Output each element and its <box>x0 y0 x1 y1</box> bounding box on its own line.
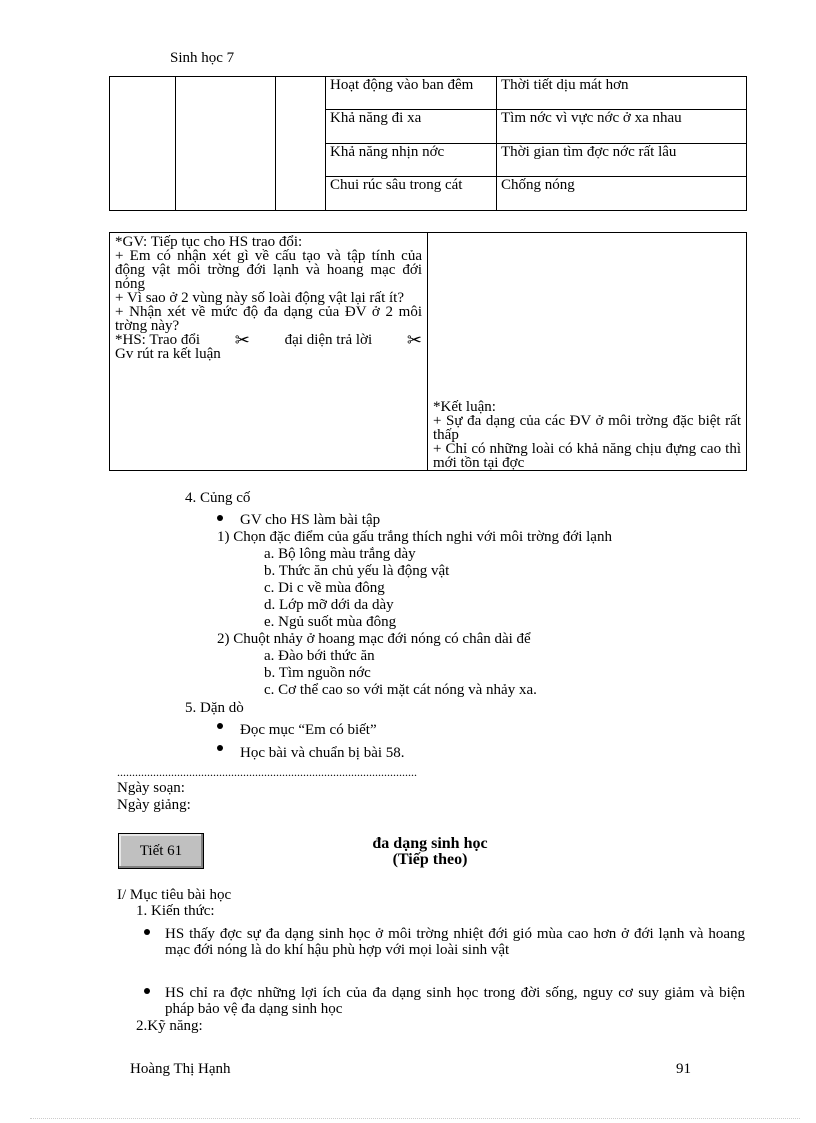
bullet-icon <box>217 745 223 751</box>
q2-option-a: a. Đào bới thức ăn <box>264 648 375 664</box>
question-1: 1) Chọn đặc điểm của gấu trắng thích nghi với môi trờng đới lạnh <box>217 529 612 545</box>
table-row <box>110 77 747 110</box>
activity-table <box>109 232 747 471</box>
conclusion-point-1: + Sự đa dạng của các ĐV ở môi trờng đặc biệt rất thấp <box>433 413 741 443</box>
conclusion-heading: *Kết luận: <box>433 399 496 415</box>
lesson-number-badge: Tiết 61 <box>118 833 204 869</box>
q1-option-a: a. Bộ lông màu trắng dày <box>264 546 416 562</box>
empty-cell <box>176 77 276 211</box>
exercise-instruction: GV cho HS làm bài tập <box>240 512 381 528</box>
empty-cell <box>110 77 176 211</box>
hs-trao-doi: *HS: Trao đổi <box>115 332 201 348</box>
bullet-icon <box>217 515 223 521</box>
reason-cell: Thời tiết dịu mát hơn <box>497 77 747 110</box>
section-5-heading: 5. Dặn dò <box>185 700 244 716</box>
teaching-date: Ngày giảng: <box>117 797 191 813</box>
gv-instruction: *GV: Tiếp tục cho HS trao đổi: <box>115 234 303 250</box>
bullet-icon <box>144 929 150 935</box>
reason-cell: Chống nóng <box>497 177 747 211</box>
feature-cell: Hoạt động vào ban đêm <box>326 77 497 110</box>
q1-option-b: b. Thức ăn chủ yếu là động vật <box>264 563 450 579</box>
lesson-subtitle: (Tiếp theo) <box>392 851 468 868</box>
feature-cell: Chui rúc sâu trong cát <box>326 177 497 211</box>
hs-activity <box>115 330 422 350</box>
conclusion-cell <box>428 233 747 471</box>
reason-cell: Tìm nớc vì vực nớc ở xa nhau <box>497 110 747 144</box>
reason-cell: Thời gian tìm đợc nớc rất lâu <box>497 144 747 177</box>
question-2: 2) Chuột nhảy ở hoang mạc đới nóng có chân dài để <box>217 631 531 647</box>
scissors-icon: ✂ <box>406 330 422 350</box>
conclusion-point-2: + Chỉ có những loài có khả năng chịu đựng cao thì mới tồn tại đợc <box>433 442 741 470</box>
lesson-title <box>300 836 560 868</box>
feature-cell: Khả năng nhịn nớc <box>326 144 497 177</box>
page-number: 91 <box>676 1061 691 1077</box>
q2-option-b: b. Tìm nguồn nớc <box>264 665 371 681</box>
scissors-icon: ✂ <box>234 330 250 350</box>
q1-option-e: e. Ngủ suốt mùa đông <box>264 614 397 630</box>
question-2: + Vì sao ở 2 vùng này số loài động vật lại rất ít? <box>115 290 404 306</box>
bullet-icon <box>217 723 223 729</box>
bullet-icon <box>144 988 150 994</box>
q2-option-c: c. Cơ thể cao so với mặt cát nóng và nhảy xa. <box>264 682 537 698</box>
homework-1: Đọc mục “Em có biết” <box>240 722 377 738</box>
empty-cell <box>276 77 326 211</box>
knowledge-heading: 1. Kiến thức: <box>136 903 215 919</box>
page-header: Sinh học 7 <box>170 50 235 66</box>
hs-tra-loi: đại diện trả lời <box>284 332 373 348</box>
gv-conclusion: Gv rút ra kết luận <box>115 346 221 362</box>
homework-2: Học bài và chuẩn bị bài 58. <box>240 745 405 761</box>
preparation-date: Ngày soạn: <box>117 780 185 796</box>
objective-1: HS thấy đợc sự đa dạng sinh học ở môi trờng nhiệt đới gió mùa cao hơn ở đới lạnh và hoang mạc đới nóng là do khí hậu phù hợp với mọi loài sinh vật <box>165 926 745 958</box>
dotted-separator: .................................................................................................... <box>117 766 417 778</box>
skills-heading: 2.Kỹ năng: <box>136 1018 203 1034</box>
author-name: Hoàng Thị Hạnh <box>130 1061 231 1077</box>
objective-2: HS chỉ ra đợc những lợi ích của đa dạng sinh học trong đời sống, nguy cơ suy giảm và biện pháp bảo vệ đa dạng sinh học <box>165 985 745 1017</box>
q1-option-d: d. Lớp mỡ dới da dày <box>264 597 394 613</box>
question-3: + Nhận xét về mức độ đa dạng của ĐV ở 2 môi trờng này? <box>115 304 422 334</box>
adaptation-table <box>109 76 747 211</box>
table-row <box>110 233 747 471</box>
objectives-heading: I/ Mục tiêu bài học <box>117 887 232 903</box>
lesson-title-main: đa dạng sinh học <box>372 835 488 852</box>
question-1: + Em có nhận xét gì về cấu tạo và tập tính của động vật môi trờng đới lạnh và hoang mạc đới nóng <box>115 248 422 292</box>
section-4-heading: 4. Củng cố <box>185 490 251 506</box>
teacher-activity-cell <box>110 233 428 471</box>
feature-cell: Khả năng đi xa <box>326 110 497 144</box>
page-bottom-rule <box>30 1118 800 1119</box>
q1-option-c: c. Di c về mùa đông <box>264 580 385 596</box>
